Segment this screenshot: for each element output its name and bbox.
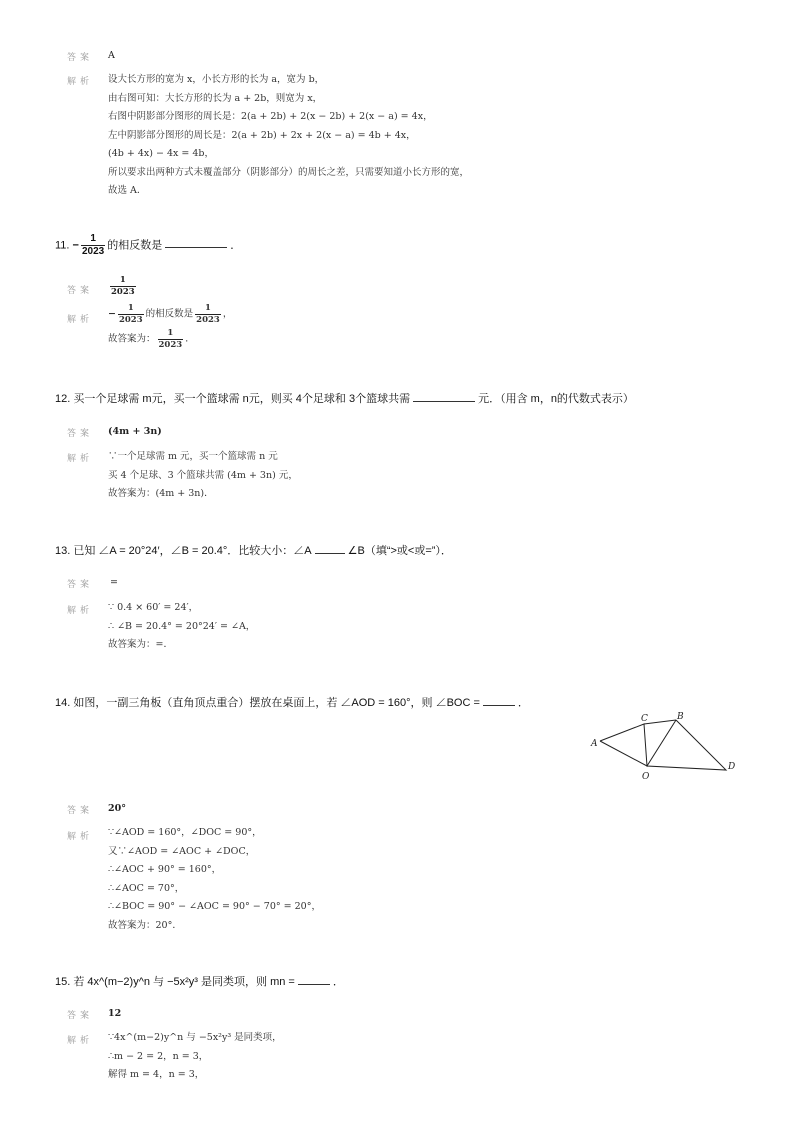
question-11: 11. − $\frac{1}{2023}$ 的相反数是 ． <box>55 233 242 257</box>
answer-value: A <box>108 50 115 61</box>
label-d: D <box>728 762 736 772</box>
analysis-line: 故答案为：20°． <box>108 919 182 931</box>
analysis-line: 左中阴影部分图形的周长是：2(a + 2b) + 2x + 2(x − a) = 4b + 4x， <box>108 129 416 141</box>
analysis-line: ∵ 0.4 × 60′ = 24′， <box>108 602 199 613</box>
analysis-block <box>108 824 321 935</box>
analysis-line: 右图中阴影部分图形的周长是：2(a + 2b) + 2(x − 2b) + 2(x − a) = 4x， <box>108 111 433 122</box>
label-b: B <box>677 712 684 722</box>
fraction: $\frac{1}{2023}$ <box>118 303 143 325</box>
analysis-line: ∴∠AOC = 70°， <box>108 882 185 894</box>
analysis-line: ∵4x^(m−2)y^n 与 −5x²y³ 是同类项， <box>108 1032 282 1043</box>
analysis-line: − $\frac{1}{2023}$ 的相反数是 $\frac{1}{2023}$ ， <box>108 303 233 325</box>
analysis-line: ∴m − 2 = 2，n = 3， <box>108 1050 209 1062</box>
answer-tag: 答案 <box>67 579 94 589</box>
answer-tag: 答案 <box>67 285 94 295</box>
answer-blank[interactable] <box>315 543 345 554</box>
analysis-line: 设大长方形的宽为 x，小长方形的长为 a，宽为 b， <box>108 74 325 85</box>
fraction: $\frac{1}{2023}$ <box>158 328 183 350</box>
label-c: C <box>641 714 648 724</box>
analysis-block <box>108 1029 282 1085</box>
answer-value: (4m + 3n) <box>108 426 162 437</box>
answer-tag: 答案 <box>67 428 94 438</box>
analysis-block <box>108 448 298 504</box>
answer-blank[interactable] <box>298 974 330 985</box>
analysis-tag: 解析 <box>67 1035 94 1045</box>
analysis-tag: 解析 <box>67 76 94 86</box>
analysis-line: 故选 A． <box>108 185 147 196</box>
analysis-line: ∴∠BOC = 90° − ∠AOC = 90° − 70° = 20°， <box>108 901 321 912</box>
analysis-tag: 解析 <box>67 605 94 615</box>
answer-tag: 答案 <box>67 805 94 815</box>
analysis-tag: 解析 <box>67 314 94 324</box>
analysis-line: (4b + 4x) − 4x = 4b， <box>108 148 214 159</box>
answer-value <box>108 276 138 296</box>
answer-blank[interactable] <box>483 695 515 706</box>
analysis-block <box>108 599 255 655</box>
analysis-line: 又∵∠AOD = ∠AOC + ∠DOC， <box>108 845 256 857</box>
analysis-line: 所以要求出两种方式未覆盖部分（阴影部分）的周长之差，只需要知道小长方形的宽， <box>108 166 470 178</box>
answer-value: 20° <box>108 803 126 814</box>
answer-value: 12 <box>108 1008 122 1019</box>
analysis-line: 故答案为：(4m + 3n)． <box>108 488 214 499</box>
analysis-line: 由右图可知：大长方形的长为 a + 2b，则宽为 x， <box>108 92 323 104</box>
analysis-line: ∴∠AOC + 90° = 160°， <box>108 864 222 875</box>
question-13: 13. 已知 ∠A = 20°24′，∠B = 20.4°．比较大小：∠A ∠B（填“>或<或=”）． <box>55 545 452 557</box>
analysis-line: 故答案为： $\frac{1}{2023}$ ． <box>108 328 195 350</box>
analysis-tag: 解析 <box>67 831 94 841</box>
analysis-line: ∴ ∠B = 20.4° = 20°24′ = ∠A， <box>108 620 256 632</box>
triangle-figure <box>586 708 746 784</box>
answer-value: = <box>110 577 118 588</box>
question-15: 15. 若 4x^(m−2)y^n 与 −5x²y³ 是同类项，则 mn = ． <box>55 976 344 988</box>
fraction: $\frac{1}{2023}$ <box>196 303 220 325</box>
fraction: $\frac{1}{2023}$ <box>111 275 135 297</box>
analysis-line: ∵∠AOD = 160°，∠DOC = 90°， <box>108 827 262 838</box>
fraction: $\frac{1}{2023}$ <box>81 233 105 257</box>
analysis-line: ∵一个足球需 m 元，买一个篮球需 n 元 <box>108 451 278 462</box>
label-o: O <box>642 772 650 782</box>
answer-blank[interactable] <box>165 237 227 248</box>
triangle-aco <box>600 724 647 766</box>
analysis-tag: 解析 <box>67 453 94 463</box>
answer-blank[interactable] <box>413 391 475 402</box>
analysis-block <box>108 71 469 201</box>
answer-tag: 答案 <box>67 52 94 62</box>
triangle-bod <box>647 720 726 770</box>
question-14: 14. 如图，一副三角板（直角顶点重合）摆放在桌面上，若 ∠AOD = 160°，则 ∠BOC = ． <box>55 697 529 709</box>
label-a: A <box>591 739 598 749</box>
analysis-line: 买 4 个足球、3 个篮球共需 (4m + 3n) 元， <box>108 469 298 481</box>
analysis-line: 解得 m = 4，n = 3， <box>108 1069 205 1080</box>
answer-tag: 答案 <box>67 1010 94 1020</box>
question-12: 12. 买一个足球需 m元，买一个篮球需 n元，则买 4个足球和 3个篮球共需 元．（用含 m，n的代数式表示） <box>55 393 634 405</box>
analysis-line: 故答案为：=． <box>108 639 173 650</box>
